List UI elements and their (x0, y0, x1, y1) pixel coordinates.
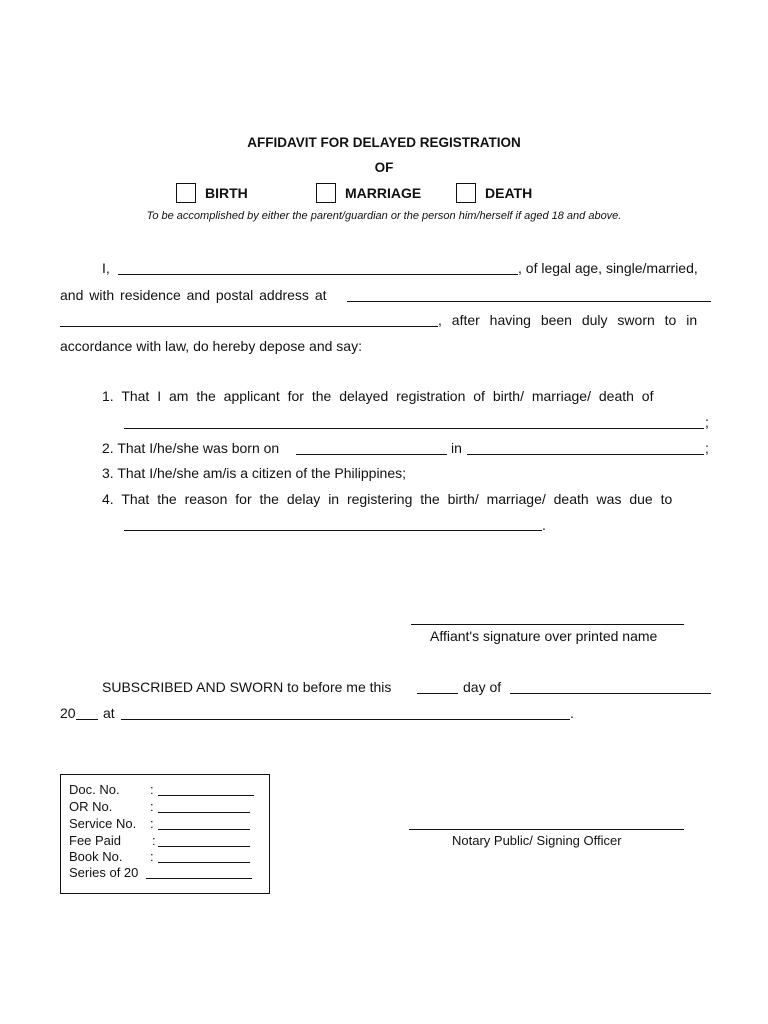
residence-label: and with residence and postal address at (60, 287, 327, 303)
notary-signature-line[interactable] (409, 829, 684, 830)
doc-no-line[interactable] (158, 795, 254, 796)
item-1-text: 1. That I am the applicant for the delayed registration of birth/ marriage/ death of (102, 388, 654, 404)
or-no-label: OR No. (69, 799, 113, 814)
item-4-end: . (542, 517, 546, 533)
birth-place-line[interactable] (467, 454, 704, 455)
intro-closing: accordance with law, do hereby depose and say: (60, 338, 362, 354)
instruction-text: To be accomplished by either the parent/guardian or the person him/herself if aged 18 and above. (146, 210, 622, 222)
doc-no-label: Doc. No. (69, 782, 120, 797)
item-2-end: ; (705, 440, 709, 456)
item-2-in: in (451, 440, 462, 456)
marriage-label: MARRIAGE (345, 185, 422, 201)
affiant-signature-line[interactable] (411, 624, 684, 625)
sworn-end: . (570, 705, 574, 721)
address-line-1[interactable] (347, 301, 711, 302)
series-label: Series of 20 (69, 865, 139, 880)
service-no-sep: : (150, 816, 154, 831)
address-line-2[interactable] (60, 326, 438, 327)
death-checkbox[interactable] (456, 183, 476, 203)
or-no-sep: : (150, 799, 154, 814)
sworn-place-line[interactable] (121, 719, 570, 720)
intro-after-address: , after having been duly sworn to in (438, 312, 698, 328)
affiant-signature-label: Affiant's signature over printed name (430, 628, 658, 644)
sworn-month-line[interactable] (510, 693, 711, 694)
intro-after-name: , of legal age, single/married, (518, 260, 698, 276)
item-4-text: 4. That the reason for the delay in registering the birth/ marriage/ death was due to (102, 491, 673, 507)
fee-paid-sep: : (152, 833, 156, 848)
book-no-label: Book No. (69, 849, 123, 864)
birth-checkbox[interactable] (176, 183, 196, 203)
doc-no-sep: : (150, 782, 154, 797)
birth-date-line[interactable] (296, 454, 447, 455)
intro-prefix: I, (102, 260, 110, 276)
sworn-day-line[interactable] (417, 693, 458, 694)
birth-label: BIRTH (205, 185, 248, 201)
delay-reason-line[interactable] (124, 530, 542, 531)
document-title-of: OF (374, 160, 394, 175)
affiant-name-line[interactable] (118, 274, 518, 275)
item-2-prefix: 2. That I/he/she was born on (102, 440, 280, 456)
series-line[interactable] (146, 878, 252, 879)
death-label: DEATH (485, 185, 533, 201)
sworn-year-prefix: 20 (60, 705, 76, 721)
or-no-line[interactable] (158, 812, 250, 813)
notary-label: Notary Public/ Signing Officer (452, 833, 622, 848)
service-no-label: Service No. (69, 816, 137, 831)
book-no-sep: : (150, 849, 154, 864)
applicant-name-line[interactable] (124, 428, 704, 429)
marriage-checkbox[interactable] (316, 183, 336, 203)
sworn-prefix: SUBSCRIBED AND SWORN to before me this (102, 679, 392, 695)
sworn-year-line[interactable] (76, 719, 98, 720)
sworn-at: at (103, 705, 115, 721)
fee-paid-line[interactable] (158, 846, 250, 847)
sworn-day-of: day of (463, 679, 502, 695)
item-1-end: ; (705, 414, 709, 430)
fee-paid-label: Fee Paid (69, 833, 122, 848)
service-no-line[interactable] (158, 829, 250, 830)
book-no-line[interactable] (158, 862, 250, 863)
item-3-text: 3. That I/he/she am/is a citizen of the Philippines; (102, 465, 407, 481)
document-title: AFFIDAVIT FOR DELAYED REGISTRATION (247, 135, 521, 150)
